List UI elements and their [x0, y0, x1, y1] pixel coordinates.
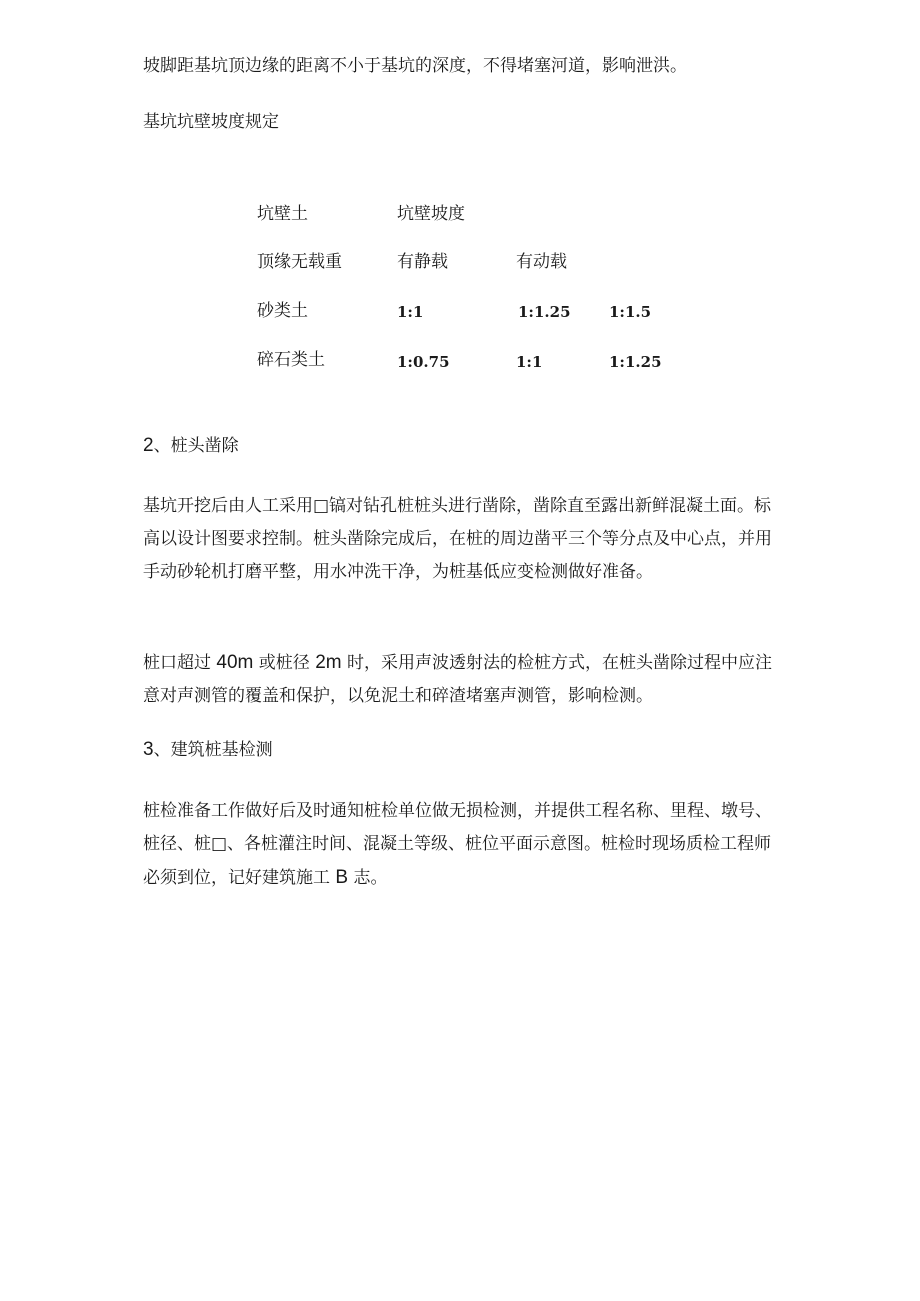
text-run: 时，采用声波透射法的检桩方式，在桩头凿除过程中应注意对声测管的覆盖和保护，以免泥土和碎渣堵塞声测管，影响检测。 [143, 653, 772, 706]
table-row-soil: 碎石类土 [257, 350, 325, 370]
table-cell: 1:1 [397, 303, 424, 321]
text-run: B [335, 867, 349, 888]
table-header-soil: 坑壁土 [257, 204, 308, 224]
section-3-title: 、建筑桩基检测 [153, 740, 273, 760]
table-subheader-static-load: 有静载 [397, 252, 448, 272]
table-header-slope: 坑壁坡度 [397, 204, 465, 224]
section-3-heading [143, 738, 273, 762]
section-2-paragraph-2 [143, 646, 783, 713]
section-2-title: 、桩头凿除 [153, 436, 239, 456]
table-subheader-no-load: 顶缘无载重 [257, 252, 342, 272]
section-3-paragraph [143, 795, 783, 895]
table-cell: 1:0.75 [397, 353, 450, 371]
text-run: 桩检准备工作做好后及时通知桩检单位做无损检测，并提供工程名称、里程、墩号、桩径、桩□、各桩灌注时间、混凝土等级、桩位平面示意图。桩检时现场质检工程师必须到位，记好建筑施工 [143, 801, 772, 888]
section-2-number: 2 [143, 435, 154, 456]
depth-value: 40m [216, 652, 254, 673]
text-run: 桩口超过 [143, 653, 217, 673]
intro-paragraph: 坡脚距基坑顶边缘的距离不小于基坑的深度，不得堵塞河道，影响泄洪。 [143, 56, 687, 76]
section-3-number: 3 [143, 739, 154, 760]
table-cell: 1:1.25 [609, 353, 662, 371]
section-2-heading [143, 434, 239, 458]
diameter-value: 2m [315, 652, 342, 673]
table-row-soil: 砂类土 [257, 301, 308, 321]
table-cell: 1:1.5 [609, 303, 652, 321]
table-cell: 1:1 [516, 353, 543, 371]
text-run: 志。 [348, 868, 388, 888]
table-cell: 1:1.25 [518, 303, 571, 321]
slope-rule-title: 基坑坑壁坡度规定 [143, 112, 279, 132]
section-2-paragraph-1: 基坑开挖后由人工采用□镐对钻孔桩桩头进行凿除，凿除直至露出新鲜混凝土面。标高以设计图要求控制。桩头凿除完成后，在桩的周边凿平三个等分点及中心点，并用手动砂轮机打磨平整，用水冲洗干净，为桩基低应变检测做好准备。 [143, 496, 772, 582]
table-subheader-dynamic-load: 有动载 [516, 252, 567, 272]
text-run: 或桩径 [253, 653, 316, 673]
